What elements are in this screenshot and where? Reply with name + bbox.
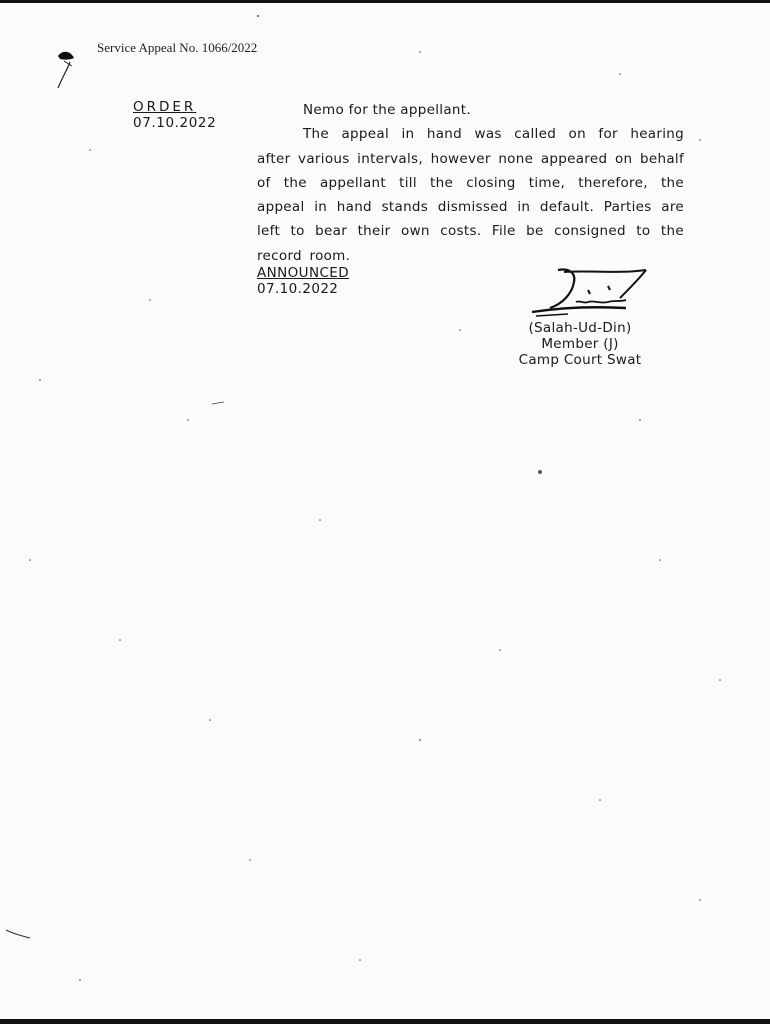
- order-paragraph-2: The appeal in hand was called on for hearing after various intervals, however none appeared on behalf of the appellant till the closing time, therefore, the appeal in hand stands dismissed in default. Parties are left to bear their own costs. File be consigned to the record room.: [257, 126, 684, 264]
- order-paragraph-1: Nemo for the appellant.: [303, 102, 471, 118]
- signatory-designation: Member (J): [541, 336, 619, 352]
- scan-bottom-edge: [0, 1019, 770, 1024]
- announced-date: 07.10.2022: [257, 281, 339, 297]
- order-title: ORDER: [133, 99, 197, 115]
- signatory-location: Camp Court Swat: [518, 352, 642, 368]
- case-number-header: Service Appeal No. 1066/2022: [97, 40, 258, 55]
- order-date: 07.10.2022: [133, 115, 217, 131]
- announced-label: ANNOUNCED: [257, 265, 349, 281]
- signatory-name: (Salah-Ud-Din): [528, 320, 632, 336]
